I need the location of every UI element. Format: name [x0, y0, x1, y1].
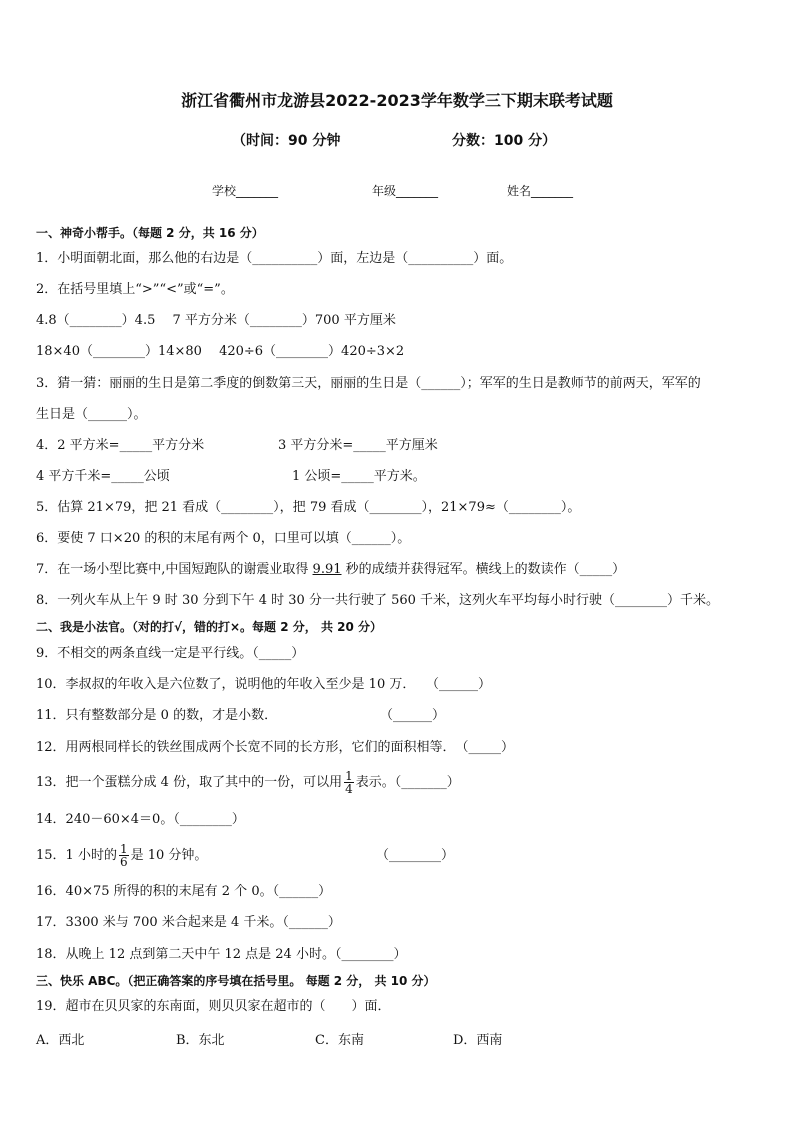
question-14: 14．240－60×4＝0。（________）	[36, 812, 245, 827]
question-13-text-a: 13．把一个蛋糕分成 4 份，取了其中的一份，可以用	[36, 775, 343, 790]
exam-score: 分数：100 分）	[452, 133, 557, 149]
question-7-text-a: 7．在一场小型比赛中,中国短跑队的谢震业取得	[36, 562, 313, 577]
school-field: 学校_______	[212, 184, 279, 198]
question-16: 16．40×75 所得的积的末尾有 2 个 0。（______）	[36, 884, 332, 899]
question-2: 2．在括号里填上“>”“<”或“=”。	[36, 282, 234, 297]
fraction-one-sixth	[119, 843, 129, 868]
question-2-row-a: 4.8（________）4.5 7 平方分米（________）700 平方厘米	[36, 313, 396, 328]
question-5: 5．估算 21×79，把 21 看成（________），把 79 看成（________），21×79≈（________）。	[36, 500, 581, 515]
question-3-line-2: 生日是（______）。	[36, 407, 147, 422]
question-4-item-a: 4．2 平方米=_____平方分米	[36, 438, 205, 453]
question-6: 6．要使 7 口×20 的积的末尾有两个 0，口里可以填（______）。	[36, 531, 411, 546]
fraction-numerator: 1	[119, 842, 128, 856]
document-title: 浙江省衢州市龙游县2022-2023学年数学三下期末联考试题	[181, 91, 613, 110]
question-15-blank: （________）	[376, 848, 455, 863]
fraction-denominator: 4	[345, 782, 353, 796]
underlined-number: 9.91	[312, 562, 342, 577]
question-15-text-b: 是 10 分钟。	[130, 848, 208, 863]
question-7	[36, 561, 625, 579]
question-8: 8．一列火车从上午 9 时 30 分到下午 4 时 30 分一共行驶了 560 千米，这列火车平均每小时行驶（________）千米。	[36, 593, 720, 608]
fraction-denominator: 6	[119, 855, 128, 869]
fraction-one-quarter	[344, 770, 354, 795]
question-15	[36, 839, 207, 873]
question-7-text-b: 秒的成绩并获得冠军。横线上的数读作（_____）	[341, 562, 626, 577]
option-b: B．东北	[176, 1033, 225, 1048]
section-2-heading: 二、我是小法官。（对的打√，错的打×。每题 2 分， 共 20 分）	[36, 620, 382, 634]
question-18: 18．从晚上 12 点到第二天中午 12 点是 24 小时。（________）	[36, 947, 407, 962]
option-c: C．东南	[315, 1033, 364, 1048]
exam-time: （时间：90 分钟	[232, 133, 341, 149]
option-a: A．西北	[36, 1033, 85, 1048]
grade-field: 年级_______	[372, 184, 439, 198]
question-17: 17．3300 米与 700 米合起来是 4 千米。（______）	[36, 915, 341, 930]
question-11-blank: （______）	[380, 708, 446, 723]
question-1: 1．小明面朝北面，那么他的右边是（__________）面，左边是（__________）面。	[36, 251, 513, 266]
question-9: 9．不相交的两条直线一定是平行线。（_____）	[36, 646, 305, 661]
section-1-heading: 一、神奇小帮手。（每题 2 分，共 16 分）	[36, 226, 264, 240]
question-12: 12．用两根同样长的铁丝围成两个长宽不同的长方形，它们的面积相等． （_____）	[36, 740, 515, 755]
question-4-item-c: 4 平方千米=_____公顷	[36, 469, 170, 484]
question-13-text-b: 表示。（_______）	[355, 775, 460, 790]
question-19: 19．超市在贝贝家的东南面，则贝贝家在超市的（ ）面．	[36, 999, 391, 1014]
fraction-numerator: 1	[345, 769, 353, 783]
question-10: 10．李叔叔的年收入是六位数了，说明他的年收入至少是 10 万． （______）	[36, 677, 491, 692]
question-4-item-b: 3 平方分米=_____平方厘米	[278, 438, 438, 453]
question-13	[36, 766, 460, 800]
question-3-line-1: 3．猜一猜：丽丽的生日是第二季度的倒数第三天，丽丽的生日是（______）；军军的生日是教师节的前两天，军军的	[36, 376, 701, 391]
question-15-text-a: 15．1 小时的	[36, 848, 117, 863]
question-4-item-d: 1 公顷=_____平方米。	[292, 469, 426, 484]
name-field: 姓名_______	[507, 184, 574, 198]
question-2-row-b: 18×40（________）14×80 420÷6（________）420÷3×2	[36, 344, 405, 359]
option-d: D．西南	[453, 1033, 503, 1048]
question-11: 11．只有整数部分是 0 的数，才是小数．	[36, 708, 278, 723]
section-3-heading: 三、快乐 ABC。（把正确答案的序号填在括号里。 每题 2 分， 共 10 分）	[36, 974, 436, 988]
